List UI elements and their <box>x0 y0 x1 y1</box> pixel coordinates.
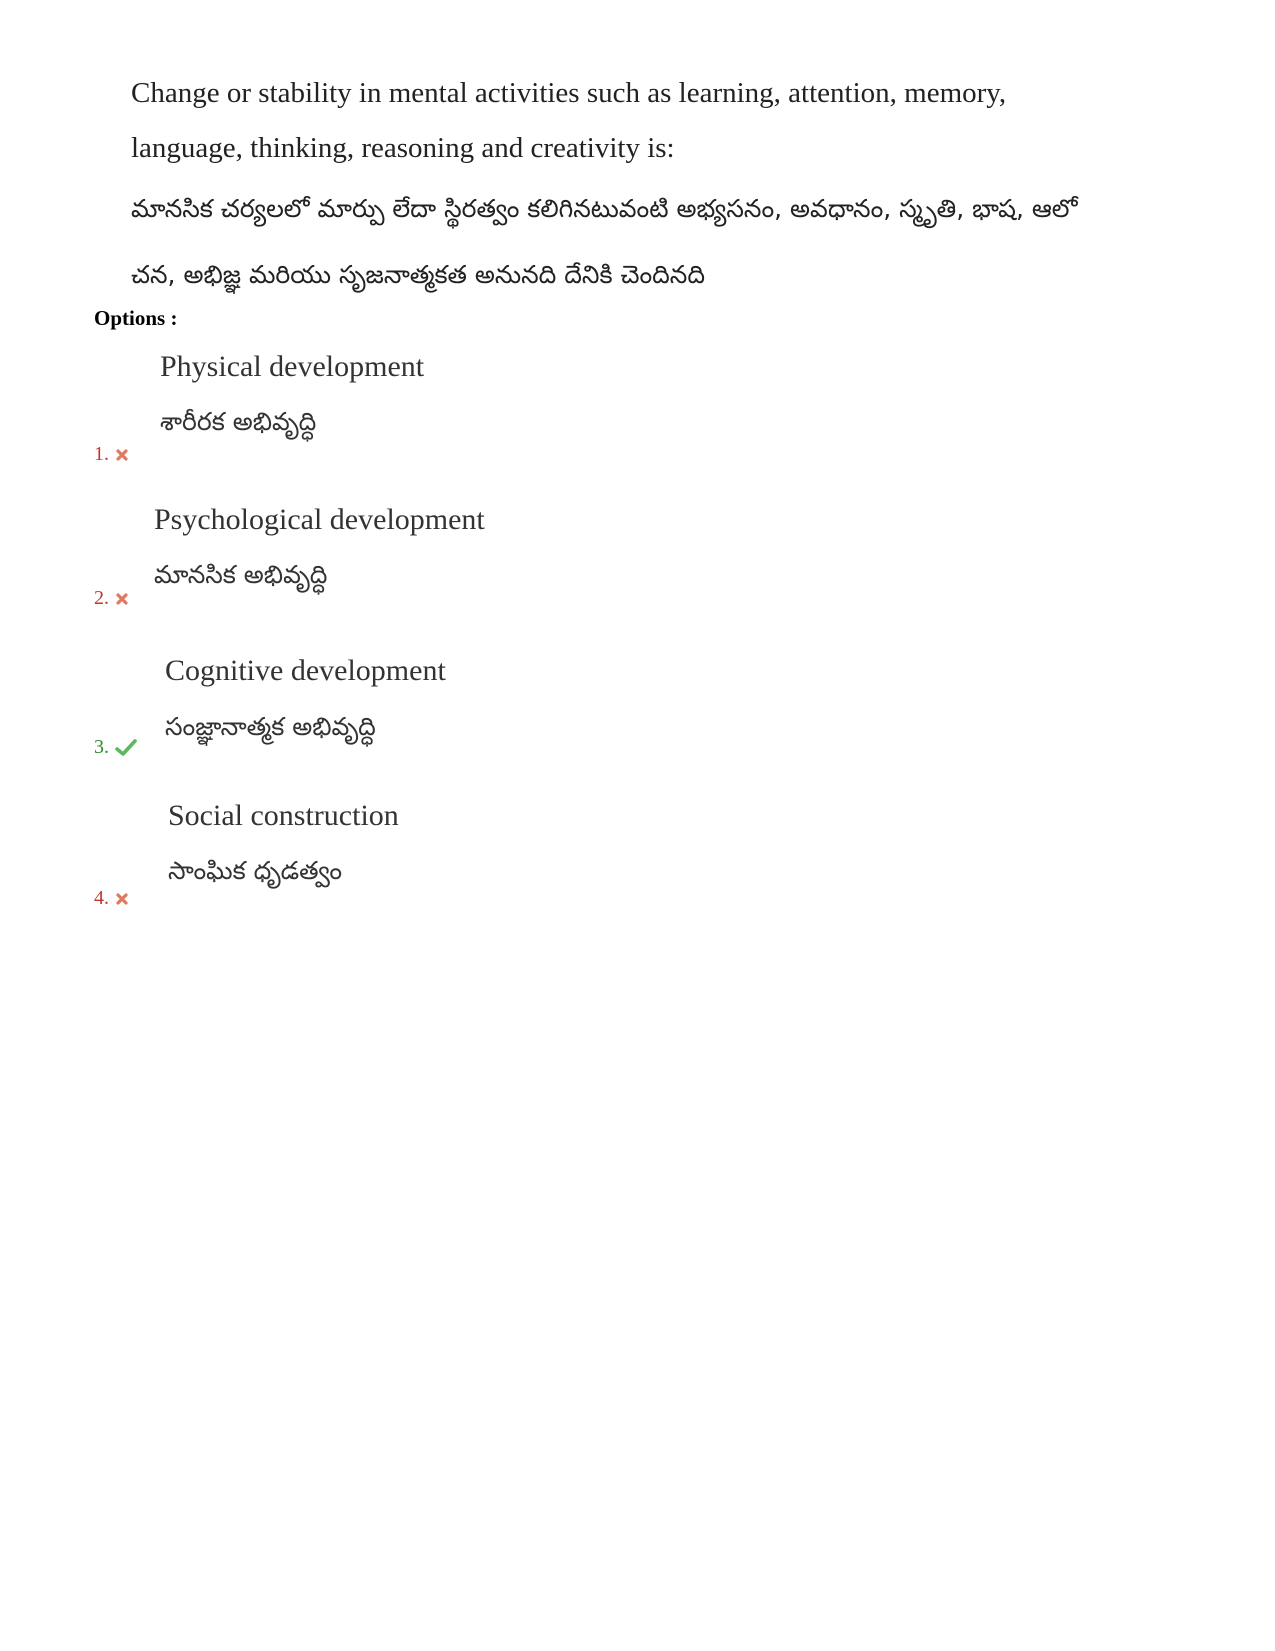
cross-icon <box>115 448 129 462</box>
cross-icon <box>115 892 129 906</box>
option-1-telugu: శారీరక అభివృద్ధి <box>160 407 317 436</box>
option-1-marker <box>94 443 129 466</box>
option-3-number: 3. <box>94 736 109 758</box>
option-1-number: 1. <box>94 443 109 465</box>
option-3-english: Cognitive development <box>165 654 446 687</box>
check-icon <box>115 739 137 757</box>
options-label: Options : <box>94 306 178 330</box>
option-4-number: 4. <box>94 887 109 909</box>
option-3-marker <box>94 736 137 759</box>
question-text-english-line1: Change or stability in mental activities such as learning, attention, memory, <box>131 77 1007 109</box>
option-2-telugu: మానసిక అభివృద్ధి <box>154 560 328 589</box>
cross-icon <box>115 592 129 606</box>
question-text-english-line2: language, thinking, reasoning and creativity is: <box>131 132 675 164</box>
option-2-english: Psychological development <box>154 503 485 536</box>
question-text-telugu-line1: మానసిక చర్యలలో మార్పు లేదా స్థిరత్వం కలిగినటువంటి అభ్యసనం, అవధానం, స్మృతి, భాష, ఆలో <box>131 194 1078 223</box>
option-2-marker <box>94 587 129 610</box>
option-3-telugu: సంజ్ఞానాత్మక అభివృద్ధి <box>165 712 376 741</box>
question-block <box>131 66 1231 308</box>
option-1-english: Physical development <box>160 350 425 383</box>
option-4-telugu: సాంఘిక ధృడత్వం <box>168 856 342 885</box>
question-text-telugu-line2: చన, అభిజ్ఞ మరియు సృజనాత్మకత అనునది దేనికి చెందినది <box>131 260 705 289</box>
option-4-marker <box>94 887 129 910</box>
option-4-english: Social construction <box>168 799 399 832</box>
option-2-number: 2. <box>94 587 109 609</box>
